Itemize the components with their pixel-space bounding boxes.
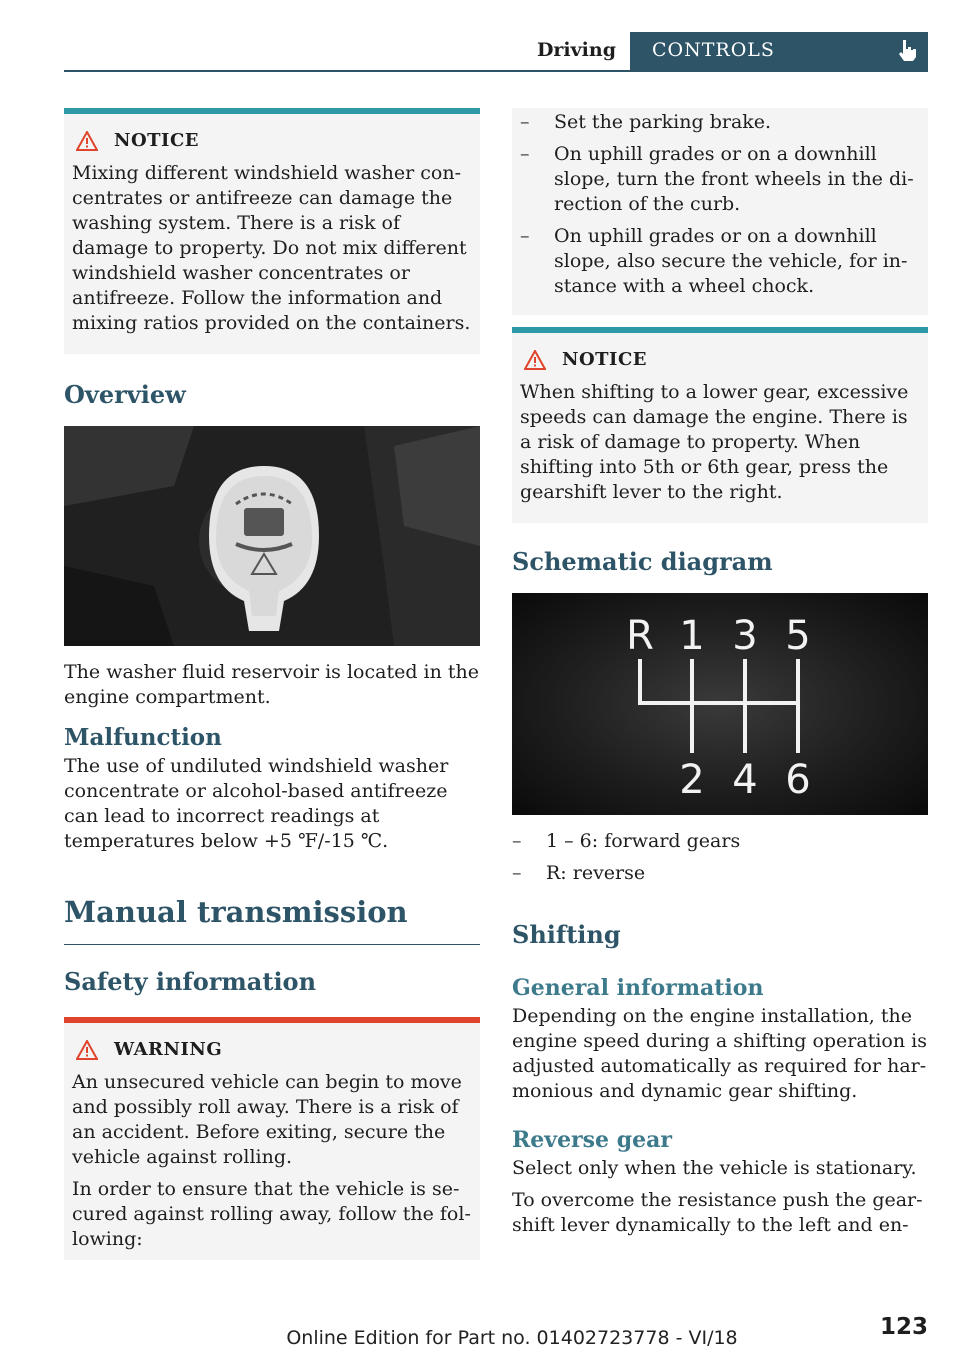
notice-text: When shifting to a lower gear, excessive speeds can damage the engine. There is a risk of damage to property. When shifting into 5th or 6th gear, press the gearshift lever to the right.	[520, 381, 909, 503]
notice-label: NOTICE	[114, 130, 199, 151]
warning-steps-list	[520, 110, 921, 299]
notice-text: Mixing different windshield washer concentrates or antifreeze can damage the washing system. There is a risk of damage to property. Do not mix different windshield washer concentrates or antifreeze. Follow the information and mixing ratios provided on the containers.	[72, 162, 471, 334]
schematic-diagram-heading: Schematic diagram	[512, 547, 773, 576]
warning-text-1: An unsecured vehicle can begin to move and possibly roll away. There is a risk of an accident. Before exiting, secure the vehicle against rolling.	[72, 1071, 462, 1168]
list-item: – On uphill grades or on a downhill slope, also secure the vehicle, for instance with a wheel chock.	[520, 224, 921, 299]
notice-label: NOTICE	[562, 349, 647, 370]
chapter-title: CONTROLS	[652, 39, 775, 61]
list-item: – Set the parking brake.	[520, 110, 921, 135]
gear-label-4: 4	[732, 757, 758, 803]
reverse-gear-heading: Reverse gear	[512, 1127, 672, 1153]
page-header	[64, 32, 928, 72]
gear-label-3: 3	[732, 613, 758, 659]
general-information-heading: General information	[512, 975, 764, 1001]
warning-text-2: In order to ensure that the vehicle is secured against rolling away, follow the following:	[72, 1178, 471, 1250]
list-item: – On uphill grades or on a downhill slope, turn the front wheels in the direction of the curb.	[520, 142, 921, 217]
notice-header	[76, 128, 473, 153]
general-information-text: Depending on the engine installation, the engine speed during a shifting operation is adjusted automatically as required for harmonious and dynamic gear shifting.	[512, 1005, 927, 1102]
hand-pointer-icon	[896, 38, 918, 62]
warning-box-continued	[512, 108, 928, 315]
gearshift-pattern-diagram	[512, 593, 928, 815]
section-title: Driving	[536, 39, 616, 61]
list-item: – 1 – 6: forward gears	[512, 829, 928, 854]
notice-header	[524, 347, 921, 372]
header-rule	[64, 70, 928, 72]
warning-triangle-icon	[76, 1040, 98, 1060]
reverse-gear-text-2: To overcome the resistance push the gearshift lever dynamically to the left and en-	[512, 1189, 923, 1236]
right-column	[512, 108, 928, 1238]
shifting-heading: Shifting	[512, 920, 621, 949]
chapter-tab	[630, 32, 928, 70]
malfunction-heading: Malfunction	[64, 724, 222, 751]
gear-label-reverse: R	[626, 613, 654, 659]
warning-box	[64, 1017, 480, 1260]
safety-information-heading: Safety information	[64, 967, 317, 996]
gear-label-2: 2	[679, 757, 705, 803]
malfunction-text: The use of undiluted windshield washer concentrate or alcohol-based antifreeze can lead to incorrect readings at temperatures below +5 ℉/-15 ℃.	[64, 755, 449, 852]
page-number: 123	[879, 1314, 928, 1340]
overview-heading: Overview	[64, 380, 186, 409]
notice-box-shifting	[512, 327, 928, 523]
warning-triangle-icon	[76, 131, 98, 151]
notice-box-washer	[64, 108, 480, 354]
gear-label-5: 5	[785, 613, 811, 659]
warning-triangle-icon	[524, 350, 546, 370]
gear-legend-list	[512, 829, 928, 886]
list-item: – R: reverse	[512, 861, 928, 886]
edition-note: Online Edition for Part no. 01402723778 - VI/18	[286, 1327, 738, 1349]
warning-label: WARNING	[114, 1039, 223, 1060]
shift-pattern-graphic	[512, 593, 928, 815]
gear-label-1: 1	[679, 613, 705, 659]
washer-reservoir-photo	[64, 426, 480, 646]
gear-label-6: 6	[785, 757, 811, 803]
left-column	[64, 108, 480, 1260]
manual-transmission-heading: Manual transmission	[64, 894, 480, 945]
overview-caption: The washer fluid reservoir is located in the engine compartment.	[64, 661, 480, 708]
reverse-gear-text-1: Select only when the vehicle is stationary.	[512, 1157, 917, 1179]
warning-header	[76, 1037, 473, 1062]
washer-reservoir-illustration	[64, 426, 480, 646]
